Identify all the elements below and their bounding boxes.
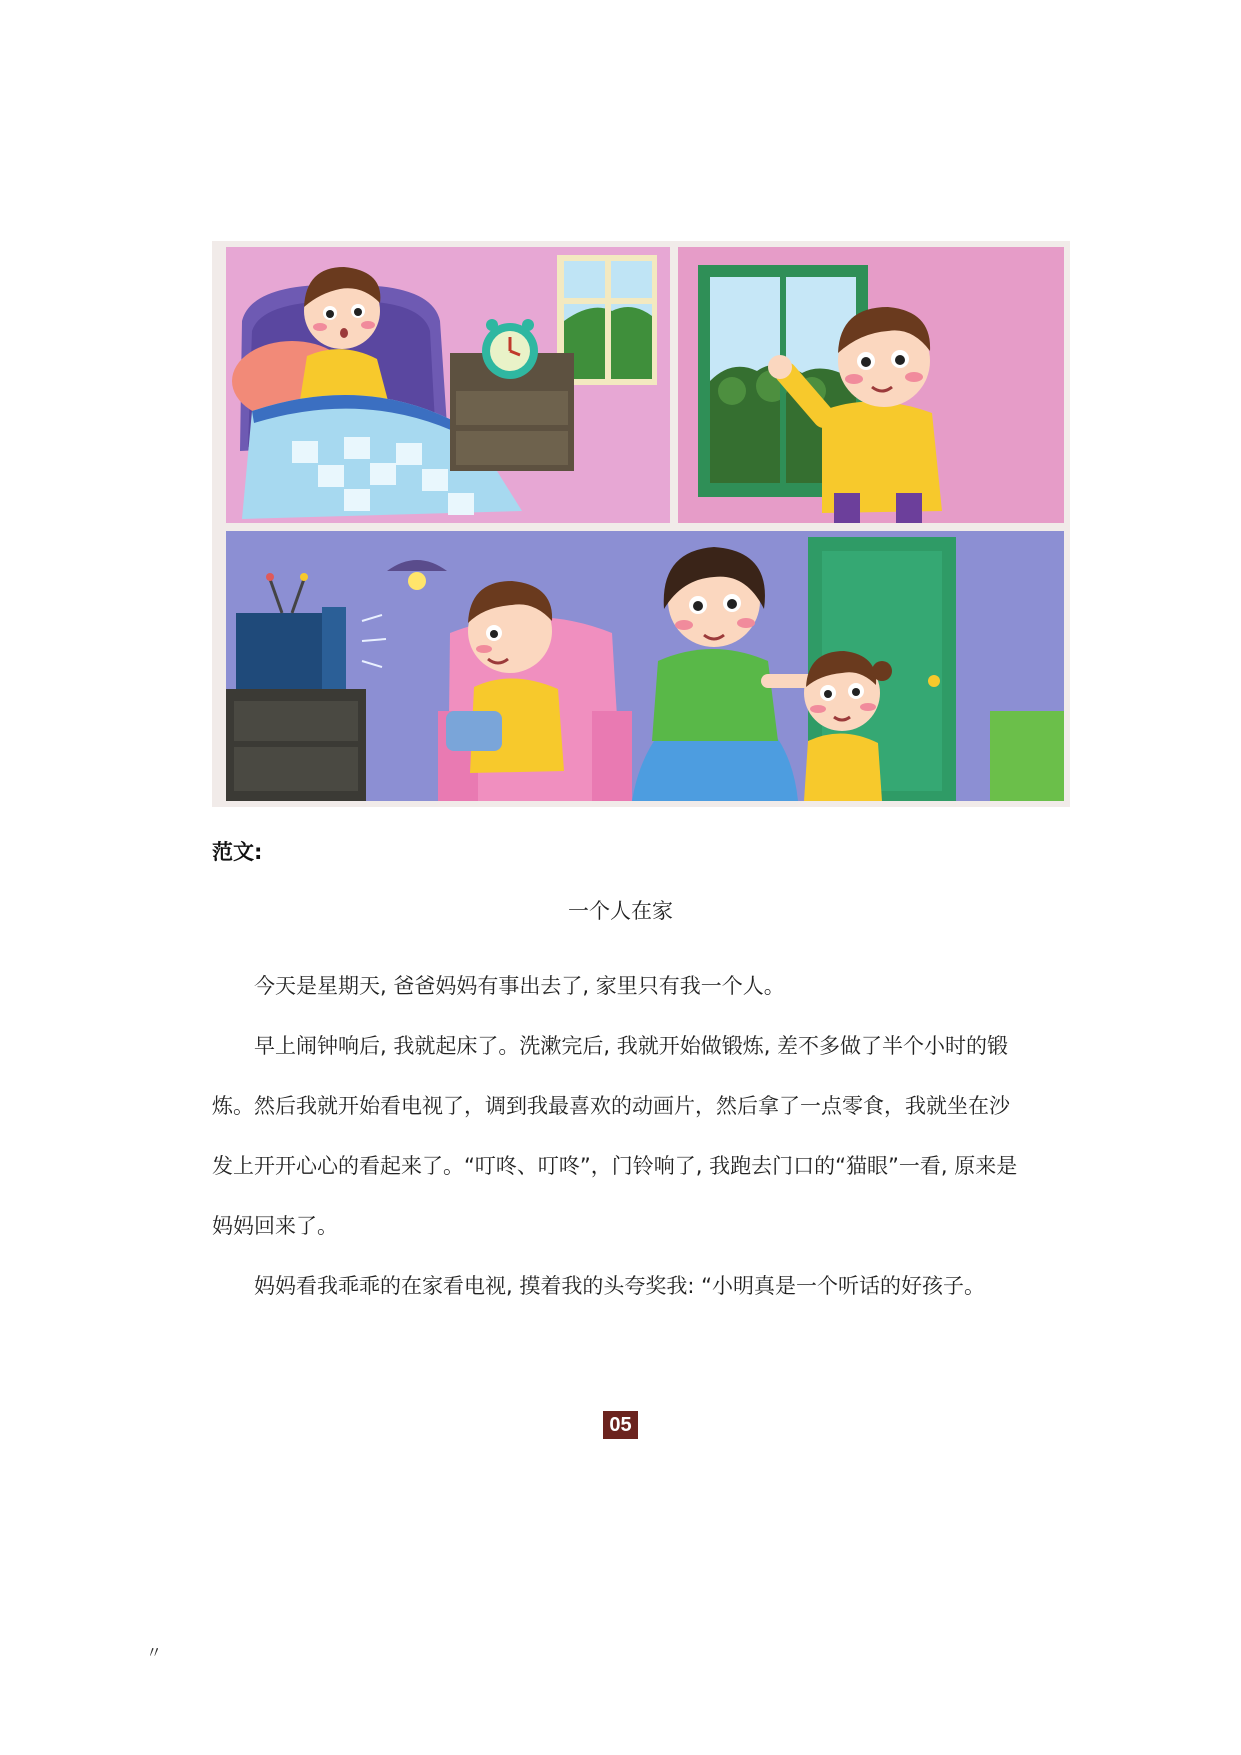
paragraph-1: 今天是星期天, 爸爸妈妈有事出去了, 家里只有我一个人。 bbox=[254, 974, 785, 998]
paragraph-3: 妈妈看我乖乖的在家看电视, 摸着我的头夸奖我: “小明真是一个听话的好孩子。 bbox=[254, 1274, 985, 1298]
essay-heading: 范文: bbox=[212, 840, 263, 864]
stray-mark: 〃 bbox=[146, 1643, 163, 1662]
page-number-badge: 05 bbox=[603, 1411, 638, 1439]
panel-boy-in-bed bbox=[226, 247, 670, 523]
essay-title: 一个人在家 bbox=[568, 899, 673, 923]
panel-living-room bbox=[226, 531, 1064, 801]
paragraph-2: 早上闹钟响后, 我就起床了。洗漱完后, 我就开始做锻炼, 差不多做了半个小时的锻炼。然后我就开始看电视了，调到我最喜欢的动画片，然后拿了一点零食，我就坐在沙发上开开心心的看起来了。“叮咚、叮咚”，门铃响了, 我跑去门口的“猫眼”一看, 原来是妈妈回来了。 bbox=[212, 1034, 1018, 1238]
panel-boy-at-window bbox=[678, 247, 1064, 523]
comic-illustration bbox=[212, 241, 1070, 807]
